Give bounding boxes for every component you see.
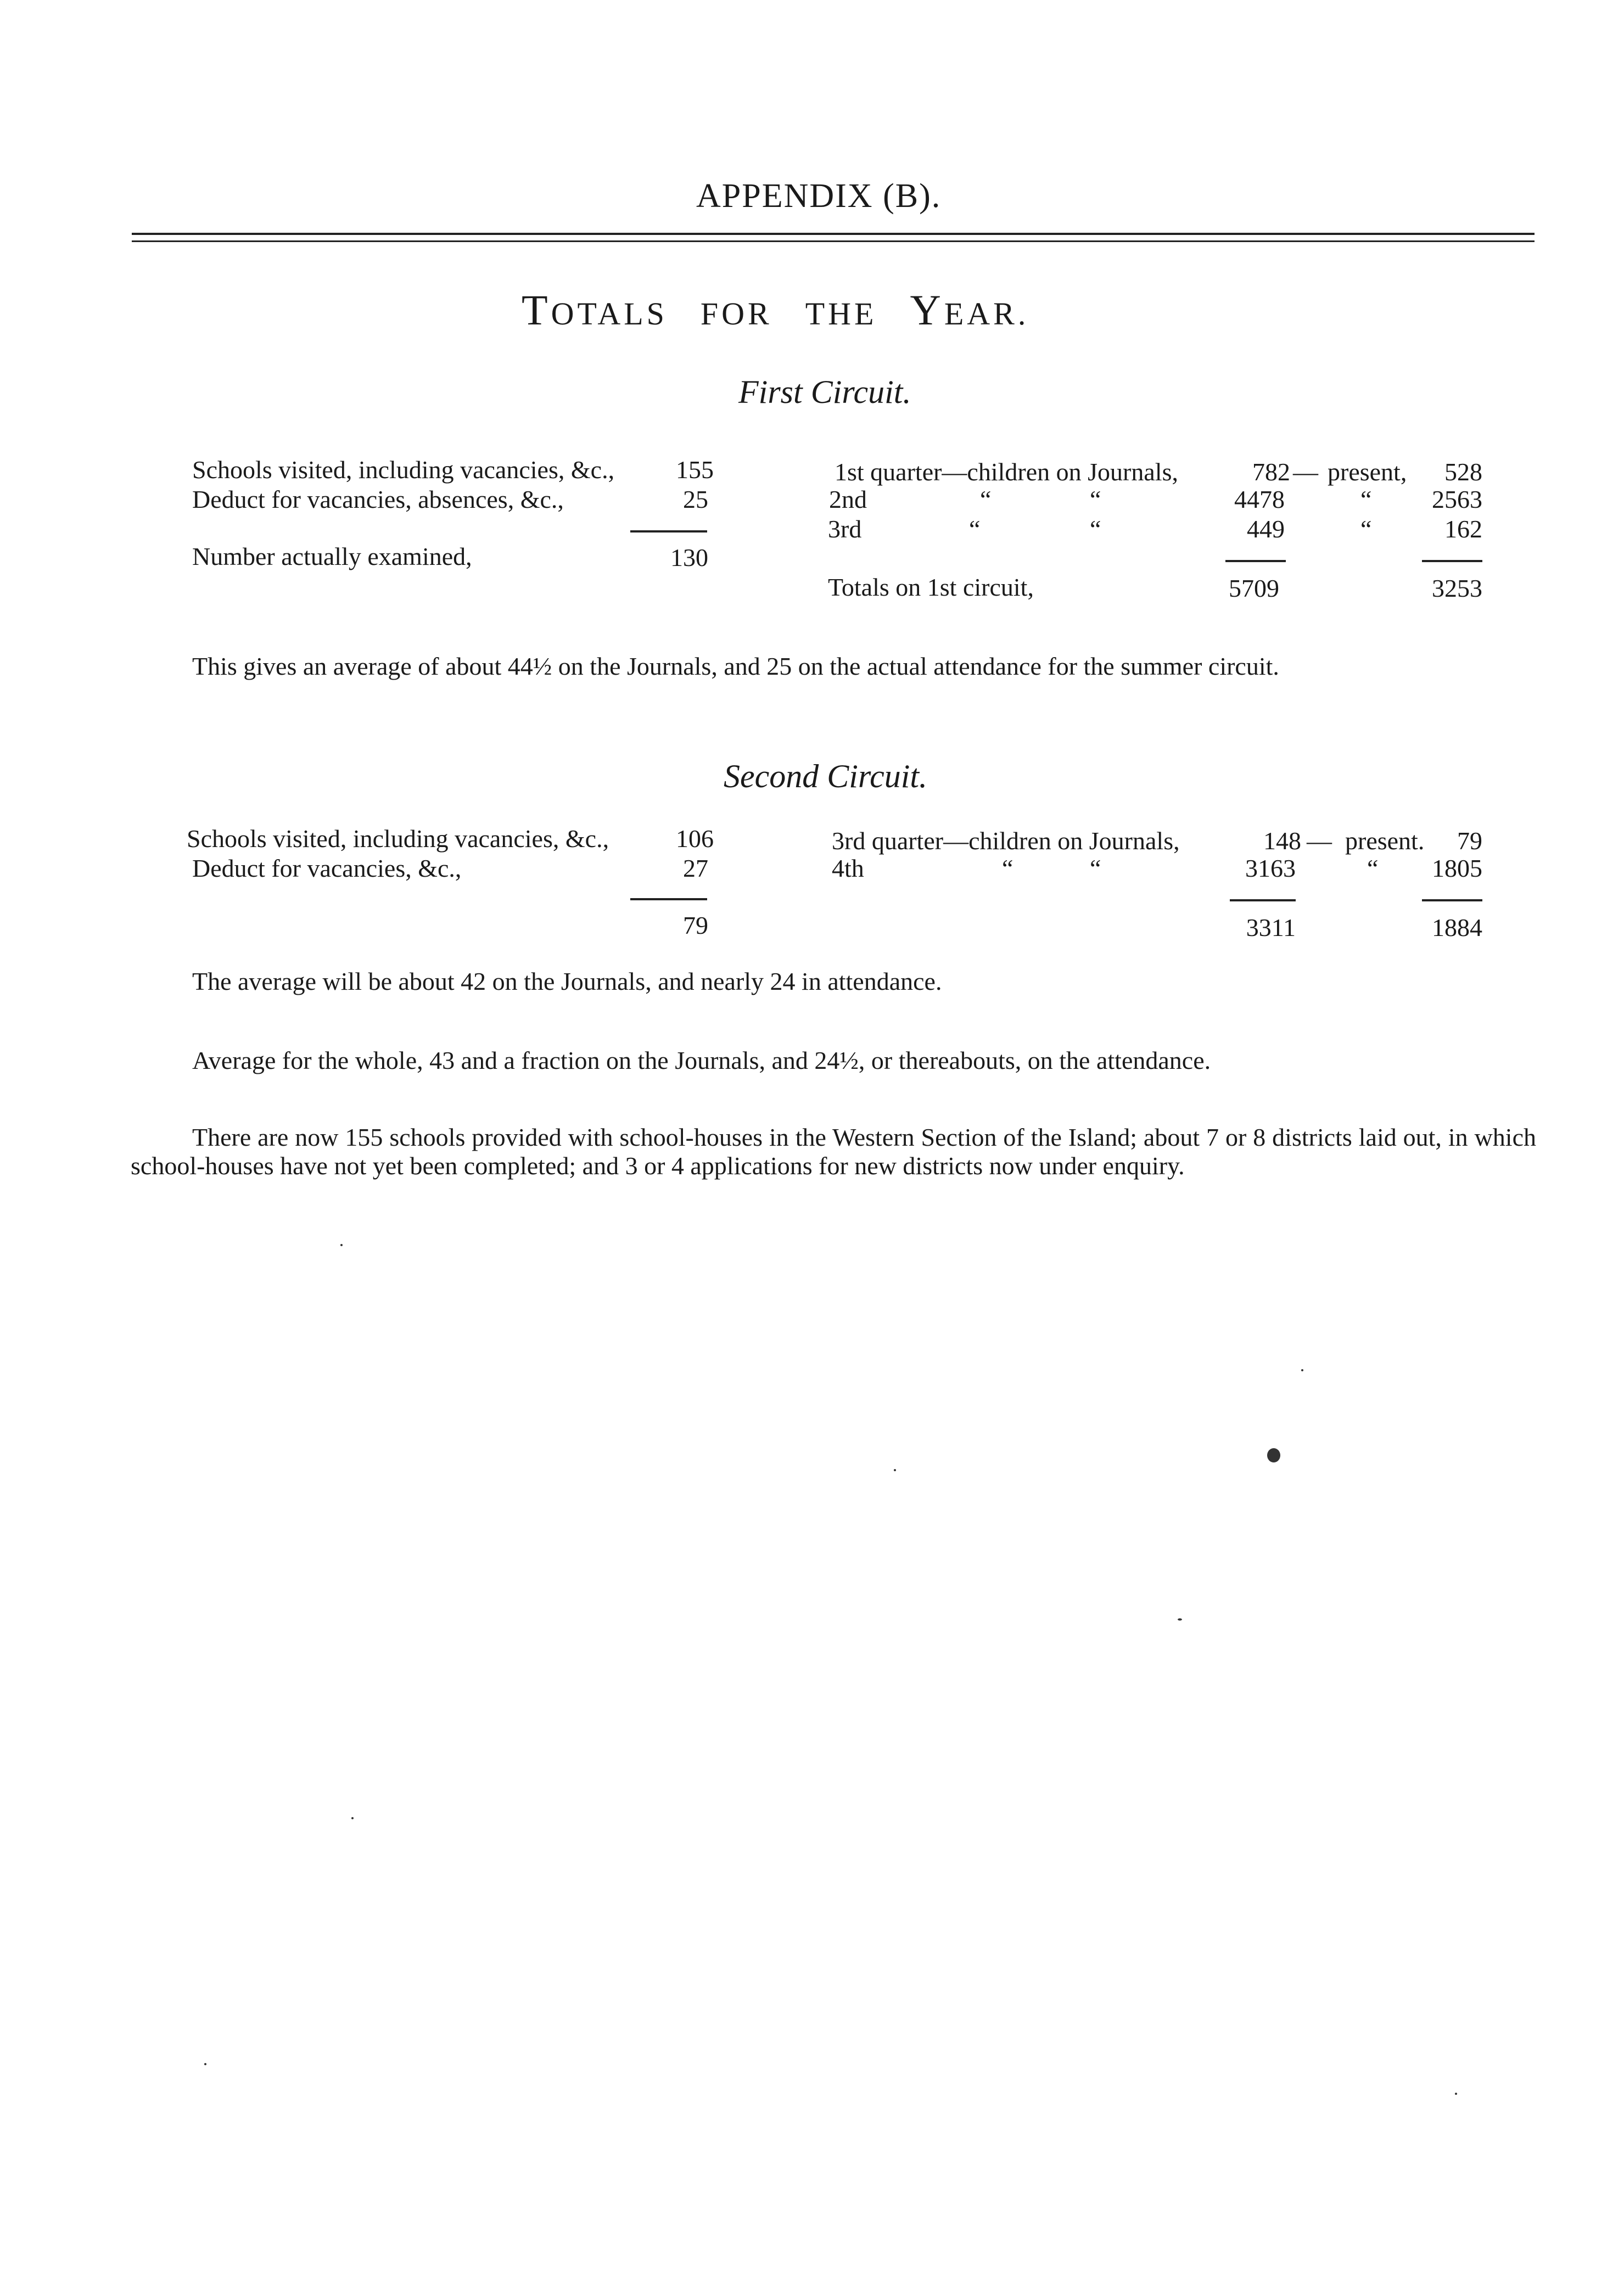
fc-q1-journals: 782: [1252, 458, 1290, 486]
fc-schools-visited-value: 155: [676, 456, 714, 484]
ink-speck: [1178, 1618, 1182, 1621]
fc-q2-ditto-2: “: [1090, 485, 1101, 513]
fc-q3-ditto-1: “: [969, 515, 981, 543]
ink-speck: [340, 1244, 343, 1246]
fc-deduct-label: Deduct for vacancies, absences, &c.,: [192, 485, 564, 513]
sc-totals-journals: 3311: [1246, 913, 1296, 941]
sc-deduct-value: 27: [683, 854, 708, 882]
sc-totals-present: 1884: [1432, 913, 1482, 941]
fc-deduct-value: 25: [683, 485, 708, 513]
fc-summary: This gives an average of about 44½ on the Journals, and 25 on the actual attendance for the summer circuit.: [192, 652, 1279, 680]
fc-q2-present: 2563: [1432, 485, 1482, 513]
ink-speck: [204, 2063, 206, 2065]
fc-q1-dash: —: [1293, 458, 1318, 486]
fc-sum-rule-left: [630, 530, 707, 532]
ink-speck: [1301, 1369, 1303, 1371]
heading-w1-cap: T: [522, 286, 551, 334]
fc-examined-value: 130: [670, 543, 708, 571]
sc-deduct-label: Deduct for vacancies, &c.,: [192, 854, 462, 882]
sc-q4-ditto-2: “: [1090, 854, 1101, 882]
sc-summary: The average will be about 42 on the Journals, and nearly 24 in attendance.: [192, 967, 942, 995]
fc-q3-ditto-2: “: [1090, 515, 1101, 543]
sc-q4-label: 4th: [832, 854, 864, 882]
fc-q1-label: 1st quarter—children on Journals,: [835, 458, 1178, 486]
heading-w1-rest: OTALS: [551, 296, 668, 332]
sc-q3-dash: —: [1307, 827, 1332, 855]
ink-speck: [1455, 2093, 1457, 2095]
fc-q2-ditto-1: “: [980, 485, 992, 513]
sc-q4-present: 1805: [1432, 854, 1482, 882]
sc-q3-present-label: present.: [1345, 827, 1425, 855]
fc-q3-ditto-3: “: [1360, 515, 1372, 543]
fc-totals-present: 3253: [1432, 574, 1482, 602]
sc-sum-rule-present: [1422, 899, 1482, 901]
fc-totals-label: Totals on 1st circuit,: [828, 573, 1034, 601]
ink-blot: [1267, 1448, 1280, 1462]
sc-q3-label: 3rd quarter—children on Journals,: [832, 827, 1180, 855]
closing-paragraph: There are now 155 schools provided with school-houses in the Western Section of the Island; about 7 or 8 districts laid out, in which school-houses have not yet been completed; and 3 or 4 applications for new districts now under enquiry.: [131, 1123, 1536, 1180]
sc-q4-ditto-1: “: [1002, 854, 1013, 882]
overall-average: Average for the whole, 43 and a fraction on the Journals, and 24½, or thereabouts, on the attendance.: [192, 1046, 1211, 1074]
sc-q3-journals: 148: [1263, 827, 1301, 855]
fc-q3-label: 3rd: [828, 515, 862, 543]
fc-schools-visited-label: Schools visited, including vacancies, &c.,: [192, 456, 615, 484]
header-rule-top: [132, 233, 1535, 235]
fc-q3-journals: 449: [1247, 515, 1285, 543]
ink-speck: [894, 1469, 896, 1471]
sc-schools-visited-value: 106: [676, 825, 714, 853]
fc-q2-label: 2nd: [829, 485, 867, 513]
fc-sum-rule-journals: [1225, 560, 1286, 562]
sc-q4-ditto-3: “: [1367, 854, 1379, 882]
fc-q2-ditto-3: “: [1360, 485, 1372, 513]
section-heading: [522, 285, 1029, 335]
heading-w4-rest: EAR.: [944, 296, 1029, 332]
fc-q1-present: 528: [1444, 458, 1482, 486]
fc-sum-rule-present: [1422, 560, 1482, 562]
sc-q3-present: 79: [1457, 827, 1482, 855]
sc-net-value: 79: [683, 911, 708, 939]
sc-q4-journals: 3163: [1245, 854, 1296, 882]
heading-w2: FOR: [700, 296, 772, 332]
sc-schools-visited-label: Schools visited, including vacancies, &c.,: [187, 825, 609, 853]
fc-q3-present: 162: [1444, 515, 1482, 543]
fc-examined-label: Number actually examined,: [192, 542, 472, 570]
heading-w4-cap: Y: [910, 286, 944, 334]
fc-q1-present-label: present,: [1328, 458, 1407, 486]
fc-q2-journals: 4478: [1234, 485, 1285, 513]
heading-w3: THE: [805, 296, 877, 332]
page-title: APPENDIX (B).: [696, 177, 942, 215]
fc-totals-journals: 5709: [1229, 574, 1279, 602]
second-circuit-title: Second Circuit.: [724, 758, 928, 794]
header-rule-bottom: [132, 240, 1535, 242]
sc-sum-rule-journals: [1230, 899, 1296, 901]
ink-speck: [351, 1817, 354, 1819]
sc-sum-rule-left: [630, 898, 707, 900]
first-circuit-title: First Circuit.: [738, 374, 911, 410]
